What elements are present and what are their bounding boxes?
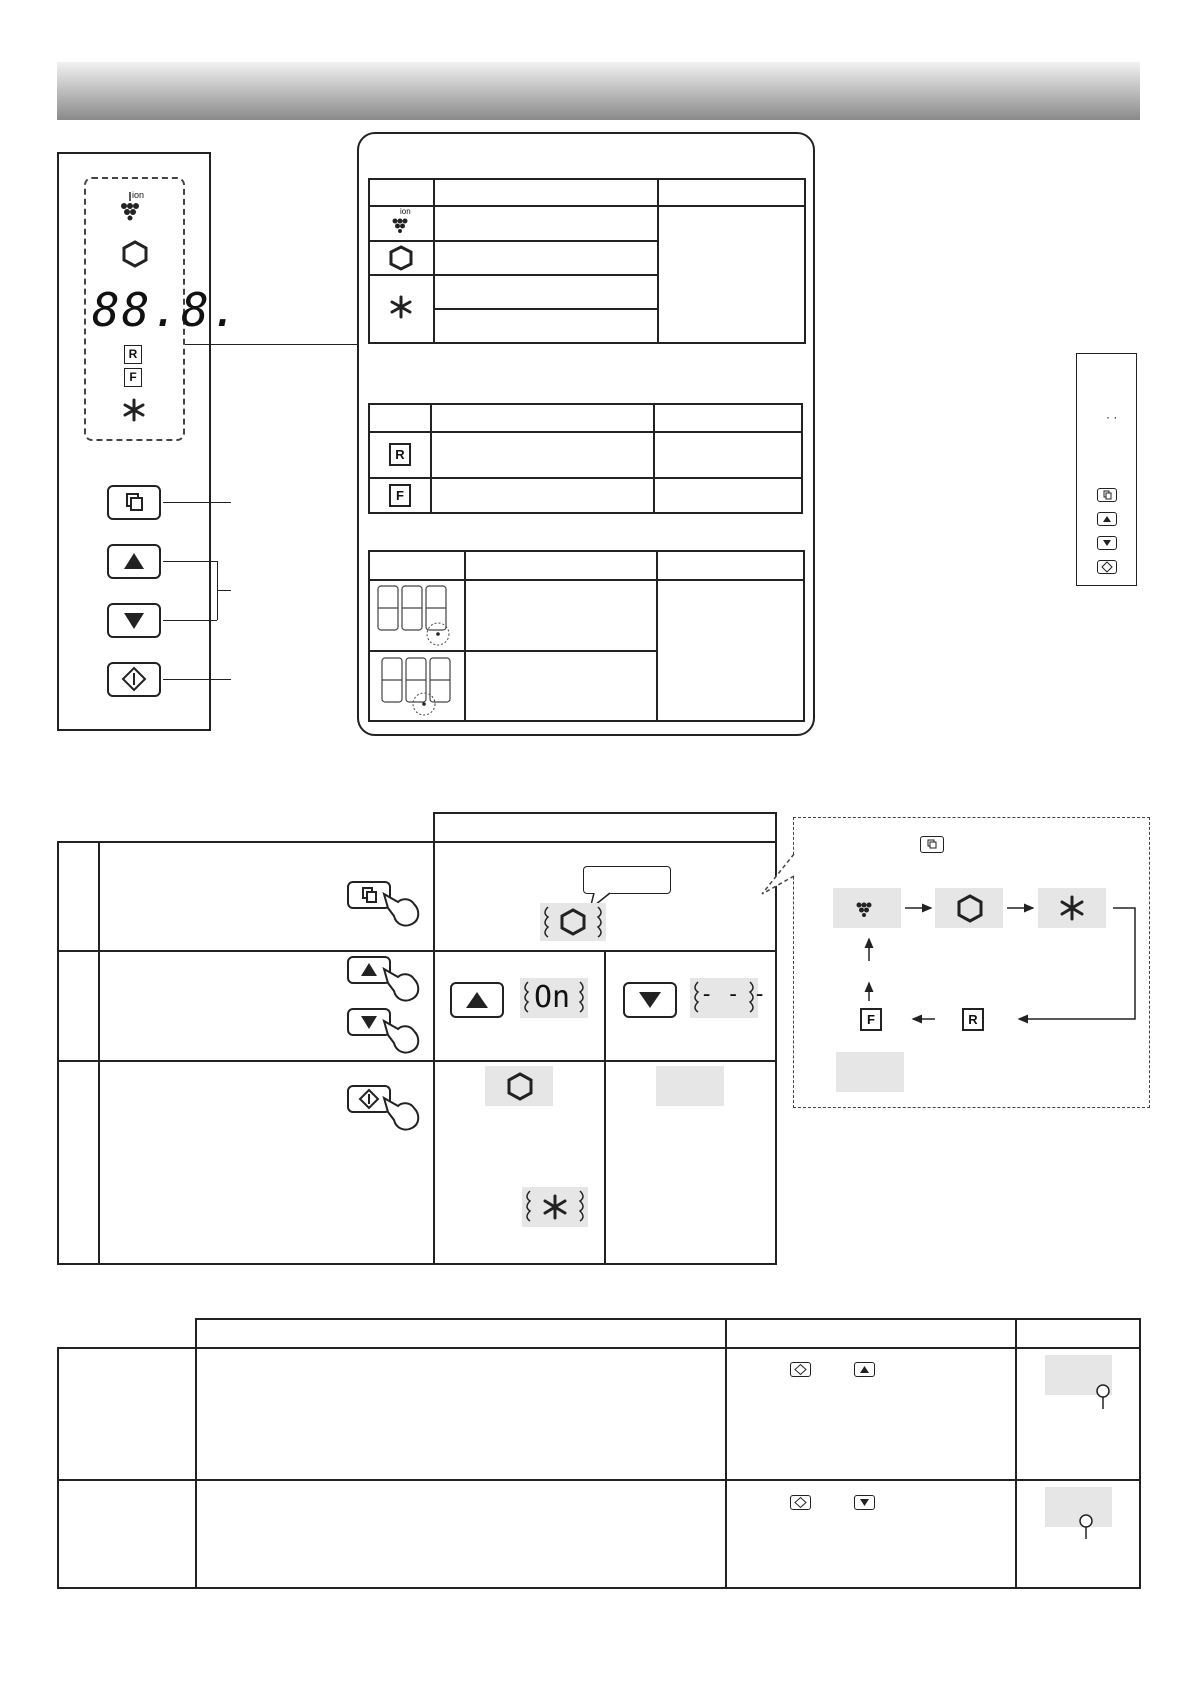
snowflake-icon xyxy=(522,1187,588,1227)
blank-display xyxy=(656,1066,724,1106)
freezer-f-icon: F xyxy=(124,368,142,387)
mode-button[interactable] xyxy=(107,485,161,520)
leader-line xyxy=(163,679,231,680)
blink-marks xyxy=(520,978,588,1018)
leader-line xyxy=(163,502,231,503)
cycle-blank-display xyxy=(836,1052,904,1092)
mini-control-panel xyxy=(1076,353,1137,586)
header-bar xyxy=(57,62,1140,120)
table-2 xyxy=(368,403,803,514)
down-button[interactable] xyxy=(623,982,677,1018)
step-table-header xyxy=(433,812,777,843)
start-button[interactable] xyxy=(107,662,161,697)
mini-start-button[interactable] xyxy=(790,1495,811,1510)
leader-line xyxy=(163,561,217,562)
up-button[interactable] xyxy=(107,544,161,579)
pointing-hand-icon xyxy=(380,1092,424,1132)
off-display-text: - - - xyxy=(700,982,767,1007)
hexagon-icon xyxy=(122,240,148,268)
segment-display-icon xyxy=(380,656,460,716)
blink-marks xyxy=(690,978,758,1018)
up-button[interactable] xyxy=(450,982,504,1018)
freezer-f-icon: F xyxy=(860,1008,882,1031)
pointing-hand-icon xyxy=(380,1015,424,1055)
segment-display-icon xyxy=(376,584,456,644)
bottom-table xyxy=(57,1347,1141,1589)
pin-marker-icon xyxy=(1096,1384,1110,1410)
freezer-f-icon: F xyxy=(389,484,411,507)
mini-up-button[interactable] xyxy=(854,1362,875,1377)
speech-bubble xyxy=(583,866,671,894)
mini-down-button[interactable] xyxy=(1097,536,1117,550)
leader-line xyxy=(217,590,231,591)
ion-icon: ion xyxy=(118,192,158,228)
leader-line xyxy=(185,344,358,345)
mini-start-button[interactable] xyxy=(790,1362,811,1377)
pointing-hand-icon xyxy=(380,963,424,1003)
refrigerator-r-icon: R xyxy=(389,443,411,466)
hexagon-icon xyxy=(540,903,606,941)
mini-down-button[interactable] xyxy=(854,1495,875,1510)
bottom-table-header xyxy=(195,1318,1141,1349)
mini-display-dots: · · xyxy=(1106,410,1118,424)
display-digits: 88.8. xyxy=(92,283,241,337)
pin-marker-icon xyxy=(1079,1514,1093,1540)
mini-up-button[interactable] xyxy=(1097,512,1117,526)
snowflake-icon xyxy=(390,296,412,318)
hexagon-icon xyxy=(389,245,413,271)
on-display-text: On xyxy=(534,980,571,1015)
ion-icon: ion xyxy=(391,210,421,238)
snowflake-icon xyxy=(122,398,146,422)
mini-mode-button[interactable] xyxy=(1097,488,1117,502)
mini-start-button[interactable] xyxy=(1097,560,1117,574)
refrigerator-r-icon: R xyxy=(962,1008,984,1031)
pointing-hand-icon xyxy=(380,888,424,928)
leader-line xyxy=(163,620,217,621)
down-button[interactable] xyxy=(107,603,161,638)
refrigerator-r-icon: R xyxy=(124,345,142,364)
hexagon-icon xyxy=(506,1072,534,1102)
